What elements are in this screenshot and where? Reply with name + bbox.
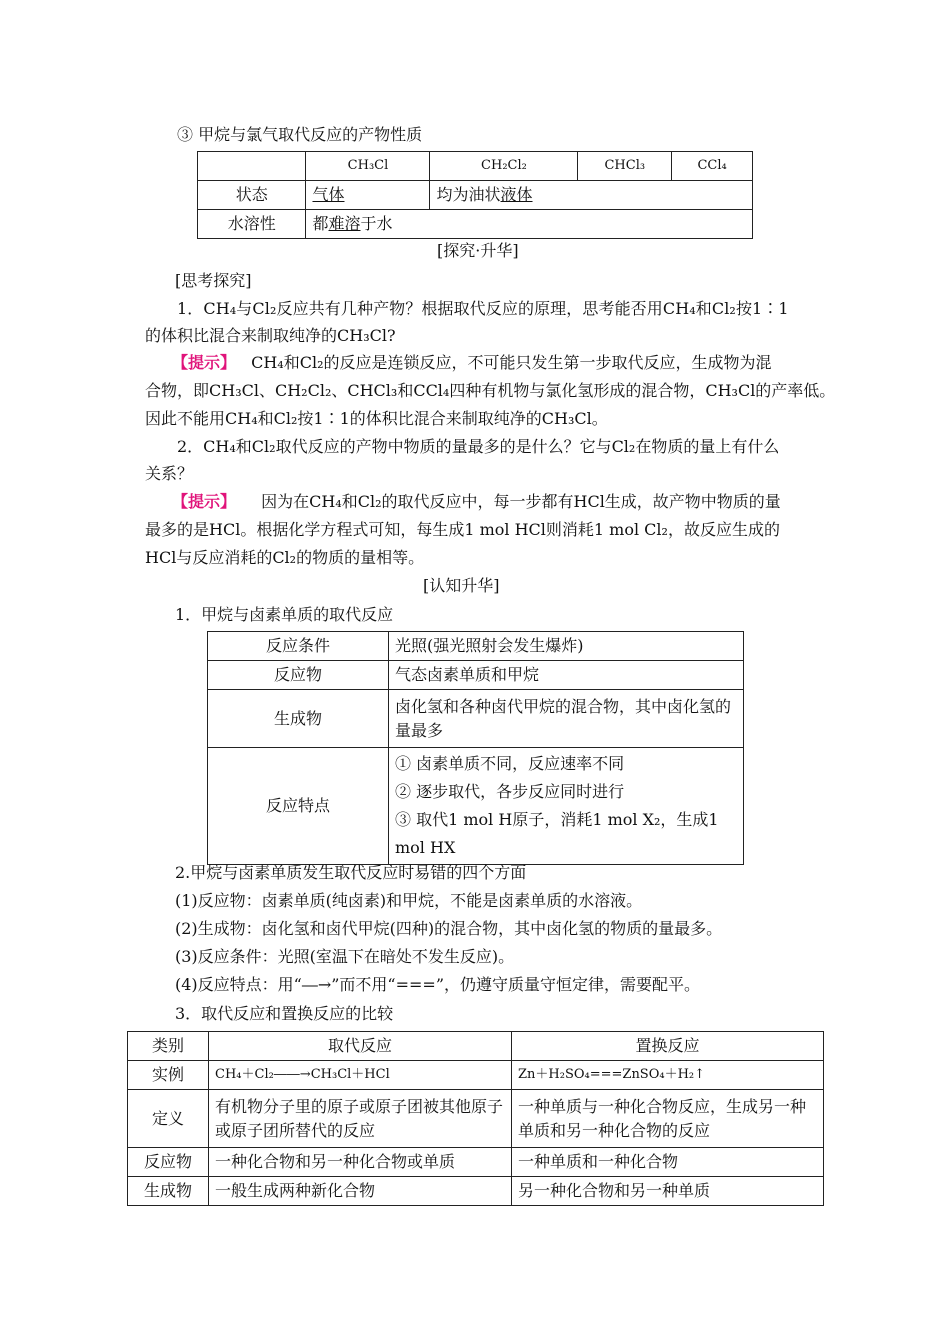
answer-2-line-3: HCl与反应消耗的Cl₂的物质的量相等。 — [145, 548, 425, 567]
substitution-definition: 有机物分子里的原子或原子团被其他原子或原子团所替代的反应 — [209, 1090, 512, 1148]
label-product: 生成物 — [208, 690, 389, 748]
row-label-product: 生成物 — [128, 1177, 209, 1206]
feature-item-3: ③ 取代1 mol H原子，消耗1 mol X₂，生成1 mol HX — [395, 810, 719, 857]
product-property-table: CH₃Cl CH₂Cl₂ CHCl₃ CCl₄ 状态 气体 均为油状液体 水溶性 都难溶于水 — [197, 151, 753, 239]
comparison-table — [127, 1031, 824, 1206]
reaction-table — [207, 631, 744, 865]
feature-item-1: ① 卤素单质不同，反应速率不同 — [395, 754, 625, 773]
section-1-title: 1．甲烷与卤素单质的取代反应 — [175, 605, 394, 624]
value-product: 卤化氢和各种卤代甲烷的混合物，其中卤化氢的量最多 — [389, 690, 744, 748]
row-label-solubility: 水溶性 — [198, 210, 306, 239]
replacement-definition: 一种单质与一种化合物反应，生成另一种单质和另一种化合物的反应 — [512, 1090, 824, 1148]
answer-2-line-2: 最多的是HCl。根据化学方程式可知，每生成1 mol HCl则消耗1 mol Cl₂，故反应生成的 — [145, 520, 780, 539]
section-2-item-3: (3)反应条件：光照(室温下在暗处不发生反应)。 — [175, 947, 515, 966]
header-replacement: 置换反应 — [512, 1032, 824, 1061]
hint-label: 【提示】 — [172, 492, 237, 511]
answer-1-line-3: 因此不能用CH₄和Cl₂按1∶1的体积比混合来制取纯净的CH₃Cl。 — [145, 409, 608, 428]
header-chcl3: CHCl₃ — [578, 152, 672, 181]
feature-item-2: ② 逐步取代，各步反应同时进行 — [395, 782, 625, 801]
header-category: 类别 — [128, 1032, 209, 1061]
section-3-title: 3．取代反应和置换反应的比较 — [175, 1004, 394, 1023]
row-label-reactant: 反应物 — [128, 1148, 209, 1177]
recognition-heading: [认知升华] — [423, 576, 500, 595]
state-liquid: 液体 — [500, 185, 533, 204]
solubility-value: 难溶 — [328, 214, 361, 233]
section-2-item-1: (1)反应物：卤素单质(纯卤素)和甲烷，不能是卤素单质的水溶液。 — [175, 891, 643, 910]
replacement-example: Zn＋H₂SO₄===ZnSO₄＋H₂↑ — [512, 1061, 824, 1090]
state-gas: 气体 — [312, 185, 345, 204]
think-heading: [思考探究] — [175, 271, 252, 290]
section-title: ③ 甲烷与氯气取代反应的产物性质 — [177, 125, 423, 144]
value-condition: 光照(强光照射会发生爆炸) — [389, 632, 744, 661]
row-label-definition: 定义 — [128, 1090, 209, 1148]
section-2-item-4: (4)反应特点：用“―→”而不用“===”，仍遵守质量守恒定律，需要配平。 — [175, 975, 701, 994]
label-feature: 反应特点 — [208, 748, 389, 865]
section-2-item-2: (2)生成物：卤化氢和卤代甲烷(四种)的混合物，其中卤化氢的物质的量最多。 — [175, 919, 723, 938]
replacement-reactant: 一种单质和一种化合物 — [512, 1148, 824, 1177]
header-ch2cl2: CH₂Cl₂ — [430, 152, 578, 181]
answer-1-line-1: CH₄和Cl₂的反应是连锁反应，不可能只发生第一步取代反应，生成物为混 — [251, 353, 772, 372]
row-label-state: 状态 — [198, 181, 306, 210]
substitution-product: 一般生成两种新化合物 — [209, 1177, 512, 1206]
explore-heading: [探究·升华] — [437, 241, 519, 260]
question-2-line-1: 2．CH₄和Cl₂取代反应的产物中物质的量最多的是什么？它与Cl₂在物质的量上有什么 — [177, 437, 780, 456]
section-2-title: 2.甲烷与卤素单质发生取代反应时易错的四个方面 — [175, 863, 527, 882]
label-reactant: 反应物 — [208, 661, 389, 690]
substitution-reactant: 一种化合物和另一种化合物或单质 — [209, 1148, 512, 1177]
label-condition: 反应条件 — [208, 632, 389, 661]
header-ch3cl: CH₃Cl — [306, 152, 430, 181]
answer-1-line-2: 合物，即CH₃Cl、CH₂Cl₂、CHCl₃和CCl₄四种有机物与氯化氢形成的混合物，CH₃Cl的产率低。 — [145, 381, 836, 400]
question-2-line-2: 关系？ — [145, 464, 194, 483]
question-1-line-1: 1．CH₄与Cl₂反应共有几种产物？根据取代反应的原理，思考能否用CH₄和Cl₂按1∶1 — [177, 299, 789, 318]
value-reactant: 气态卤素单质和甲烷 — [389, 661, 744, 690]
hint-label: 【提示】 — [172, 353, 237, 372]
header-ccl4: CCl₄ — [672, 152, 753, 181]
substitution-example: CH₄＋Cl₂――→CH₃Cl＋HCl — [209, 1061, 512, 1090]
header-substitution: 取代反应 — [209, 1032, 512, 1061]
replacement-product: 另一种化合物和另一种单质 — [512, 1177, 824, 1206]
question-1-line-2: 的体积比混合来制取纯净的CH₃Cl? — [145, 326, 396, 345]
answer-2-line-1: 因为在CH₄和Cl₂的取代反应中，每一步都有HCl生成，故产物中物质的量 — [261, 492, 781, 511]
row-label-example: 实例 — [128, 1061, 209, 1090]
